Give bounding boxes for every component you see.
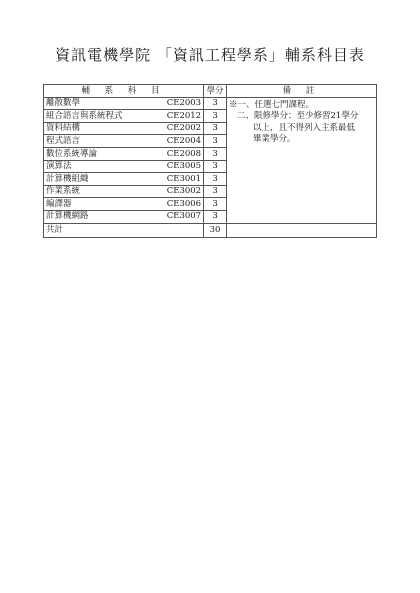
credit-cell: 3 bbox=[204, 122, 227, 135]
subject-code: CE2003 bbox=[166, 98, 202, 109]
subject-code: CE3001 bbox=[166, 173, 202, 184]
header-note: 備 註 bbox=[227, 85, 377, 98]
note-line: ※一、任選七門課程。 bbox=[229, 99, 315, 110]
subject-name: 資料結構 bbox=[46, 123, 81, 134]
subject-name: 演算法 bbox=[46, 161, 72, 172]
total-credit: 30 bbox=[204, 223, 227, 237]
subject-name: 數位系統導論 bbox=[46, 148, 98, 159]
notes-cell bbox=[227, 97, 377, 223]
subject-cell bbox=[44, 135, 204, 148]
subject-cell bbox=[44, 210, 204, 223]
note-line: 二、限修學分：至少修習21學分 bbox=[237, 111, 359, 122]
course-table bbox=[43, 84, 377, 238]
subject-cell bbox=[44, 110, 204, 123]
subject-name: 計算機組織 bbox=[46, 173, 89, 184]
subject-code: CE3007 bbox=[166, 211, 202, 222]
credit-cell: 3 bbox=[204, 97, 227, 110]
subject-name: 計算機網路 bbox=[46, 211, 89, 222]
credit-cell: 3 bbox=[204, 110, 227, 123]
credit-cell: 3 bbox=[204, 185, 227, 198]
subject-name: 編譯器 bbox=[46, 198, 72, 209]
credit-cell: 3 bbox=[204, 160, 227, 173]
note-line: 畢業學分。 bbox=[253, 134, 296, 145]
subject-cell bbox=[44, 97, 204, 110]
subject-name: 離散數學 bbox=[46, 98, 81, 109]
subject-code: CE3005 bbox=[166, 161, 202, 172]
subject-name: 程式語言 bbox=[46, 135, 81, 146]
subject-code: CE2004 bbox=[166, 135, 202, 146]
credit-cell: 3 bbox=[204, 147, 227, 160]
subject-code: CE3002 bbox=[166, 186, 202, 197]
page-title: 資訊電機學院 「資訊工程學系」輔系科目表 bbox=[55, 46, 365, 64]
total-label: 共計 bbox=[44, 223, 204, 237]
subject-cell bbox=[44, 198, 204, 211]
note-line: 以上，且不得列入主系最低 bbox=[253, 122, 356, 133]
header-credit: 學分 bbox=[204, 85, 227, 98]
subject-cell bbox=[44, 185, 204, 198]
subject-code: CE2012 bbox=[166, 110, 202, 121]
subject-cell bbox=[44, 160, 204, 173]
credit-cell: 3 bbox=[204, 135, 227, 148]
subject-name: 組合語言與系統程式 bbox=[46, 110, 123, 121]
subject-cell bbox=[44, 122, 204, 135]
subject-name: 作業系統 bbox=[46, 186, 81, 197]
subject-code: CE3006 bbox=[166, 198, 202, 209]
credit-cell: 3 bbox=[204, 173, 227, 186]
table-row bbox=[44, 97, 377, 110]
credit-cell: 3 bbox=[204, 210, 227, 223]
table-header-row bbox=[44, 85, 377, 98]
subject-code: CE2002 bbox=[166, 123, 202, 134]
total-row bbox=[44, 223, 377, 237]
total-note-cell bbox=[227, 223, 377, 237]
subject-code: CE2008 bbox=[166, 148, 202, 159]
subject-cell bbox=[44, 147, 204, 160]
subject-cell bbox=[44, 173, 204, 186]
credit-cell: 3 bbox=[204, 198, 227, 211]
header-subject: 輔 系 科 目 bbox=[44, 85, 204, 98]
